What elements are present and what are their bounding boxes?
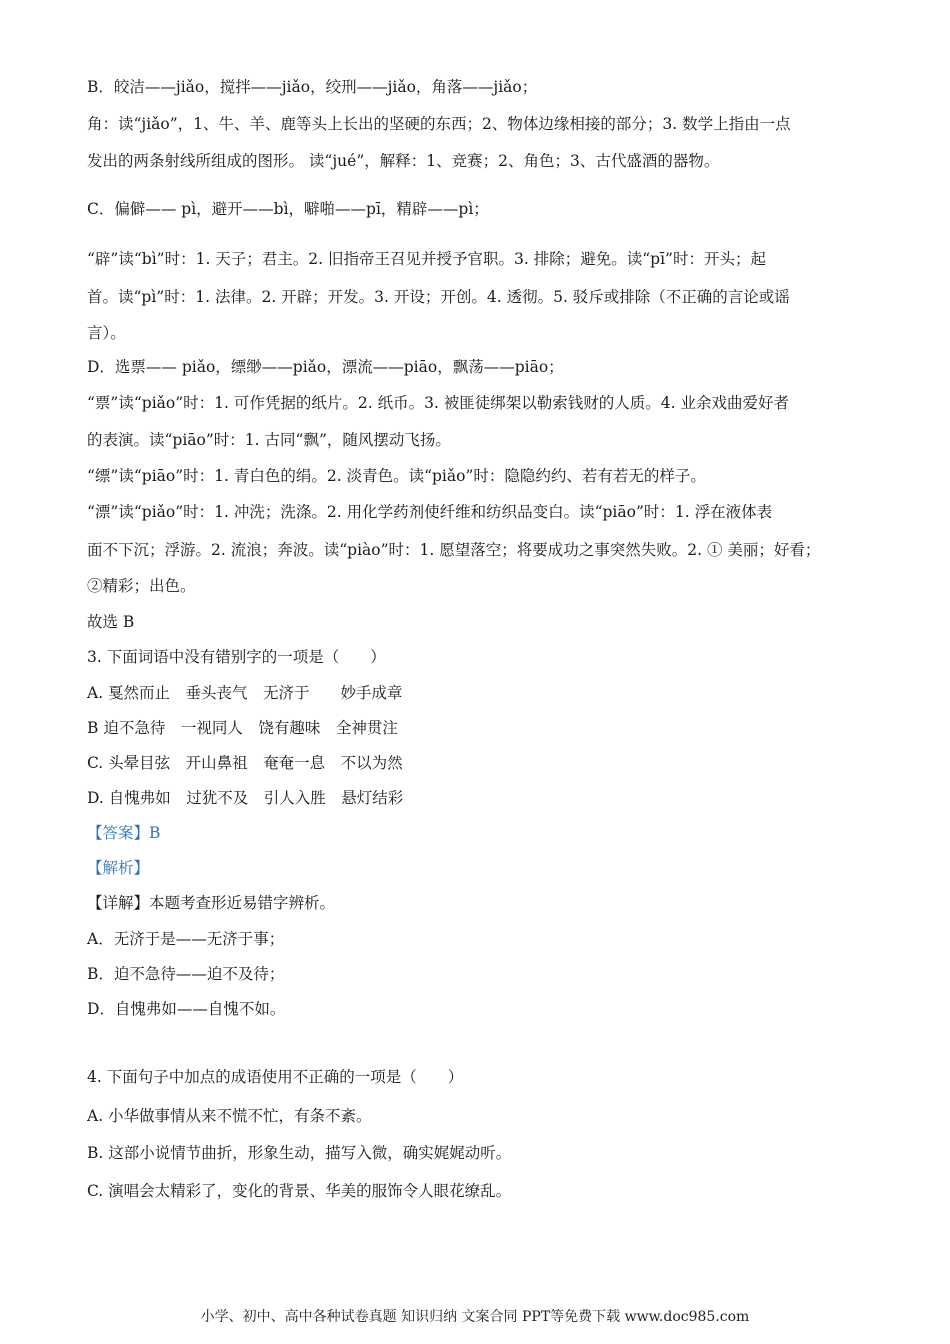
- option-d-piao-readings: D．选票—— piǎo，缥缈——piǎo，漂流——piāo，飘荡——piāo；: [87, 358, 564, 376]
- pi-explanation-line-3: 言）。: [87, 324, 126, 342]
- analysis-label: 【解析】: [87, 859, 150, 877]
- question-3-option-c: C. 头晕目弦 开山鼻祖 奄奄一息 不以为然: [87, 754, 403, 772]
- jiao-explanation-line-2: 发出的两条射线所组成的图形。 读“jué”，解释：1、竞赛；2、角色；3、古代盛酒的器物。: [87, 152, 720, 170]
- question-4-option-a: A. 小华做事情从来不慌不忙，有条不紊。: [87, 1107, 372, 1125]
- answer-choice-b: 故选 B: [87, 613, 135, 631]
- answer-label: 【答案】B: [87, 824, 161, 842]
- piao-explanation-line-6: ②精彩；出色。: [87, 577, 196, 595]
- piao-explanation-line-2: 的表演。读“piāo”时：1. 古同“飘”，随风摆动飞扬。: [87, 431, 451, 449]
- option-c-pi-readings: C．偏僻—— pì，避开——bì，噼啪——pī，精辟——pì；: [87, 200, 489, 218]
- question-3-stem: 3. 下面词语中没有错别字的一项是（ ）: [87, 648, 386, 666]
- piao-explanation-line-5: 面不下沉；浮游。2. 流浪；奔波。读“piào”时：1. 愿望落空；将要成功之事突然失败。2. ① 美丽；好看；: [87, 541, 821, 559]
- correction-b: B．迫不急待——迫不及待；: [87, 965, 285, 983]
- question-3-option-d: D. 自愧弗如 过犹不及 引人入胜 悬灯结彩: [87, 789, 404, 807]
- question-4-option-b: B. 这部小说情节曲折，形象生动，描写入微，确实娓娓动听。: [87, 1144, 512, 1162]
- correction-d: D．自愧弗如——自愧不如。: [87, 1000, 286, 1018]
- correction-a: A．无济于是——无济于事；: [87, 930, 285, 948]
- piao-explanation-line-3: “缥”读“piāo”时：1. 青白色的绢。2. 淡青色。读“piǎo”时：隐隐约约、若有若无的样子。: [87, 467, 706, 485]
- pi-explanation-line-1: “辟”读“bì”时：1. 天子；君主。2. 旧指帝王召见并授予官职。3. 排除；避免。读“pī”时：开头；起: [87, 250, 766, 268]
- question-4-option-c: C. 演唱会太精彩了，变化的背景、华美的服饰令人眼花缭乱。: [87, 1182, 512, 1200]
- question-3-option-a: A. 戛然而止 垂头丧气 无济于 妙手成章: [87, 684, 403, 702]
- piao-explanation-line-1: “票”读“piǎo”时：1. 可作凭据的纸片。2. 纸币。3. 被匪徒绑架以勒索钱财的人质。4. 业余戏曲爱好者: [87, 394, 790, 412]
- detail-explanation: 【详解】本题考查形近易错字辨析。: [87, 894, 336, 912]
- question-3-option-b: B 迫不急待 一视同人 饶有趣味 全神贯注: [87, 719, 398, 737]
- pi-explanation-line-2: 首。读“pì”时：1. 法律。2. 开辟；开发。3. 开设；开创。4. 透彻。5. 驳斥或排除（不正确的言论或谣: [87, 288, 790, 306]
- option-b-jiao-readings: B．皎洁——jiǎo，搅拌——jiǎo，绞刑——jiǎo，角落——jiǎo；: [87, 78, 538, 96]
- page-footer: 小学、初中、高中各种试卷真题 知识归纳 文案合同 PPT等免费下载 www.doc985.com: [200, 1309, 750, 1325]
- jiao-explanation-line-1: 角：读“jiǎo”，1、牛、羊、鹿等头上长出的坚硬的东西；2、物体边缘相接的部分；3. 数学上指由一点: [87, 115, 791, 133]
- question-4-stem: 4. 下面句子中加点的成语使用不正确的一项是（ ）: [87, 1068, 464, 1086]
- piao-explanation-line-4: “漂”读“piǎo”时：1. 冲洗；洗涤。2. 用化学药剂使纤维和纺织品变白。读“piāo”时：1. 浮在液体表: [87, 503, 773, 521]
